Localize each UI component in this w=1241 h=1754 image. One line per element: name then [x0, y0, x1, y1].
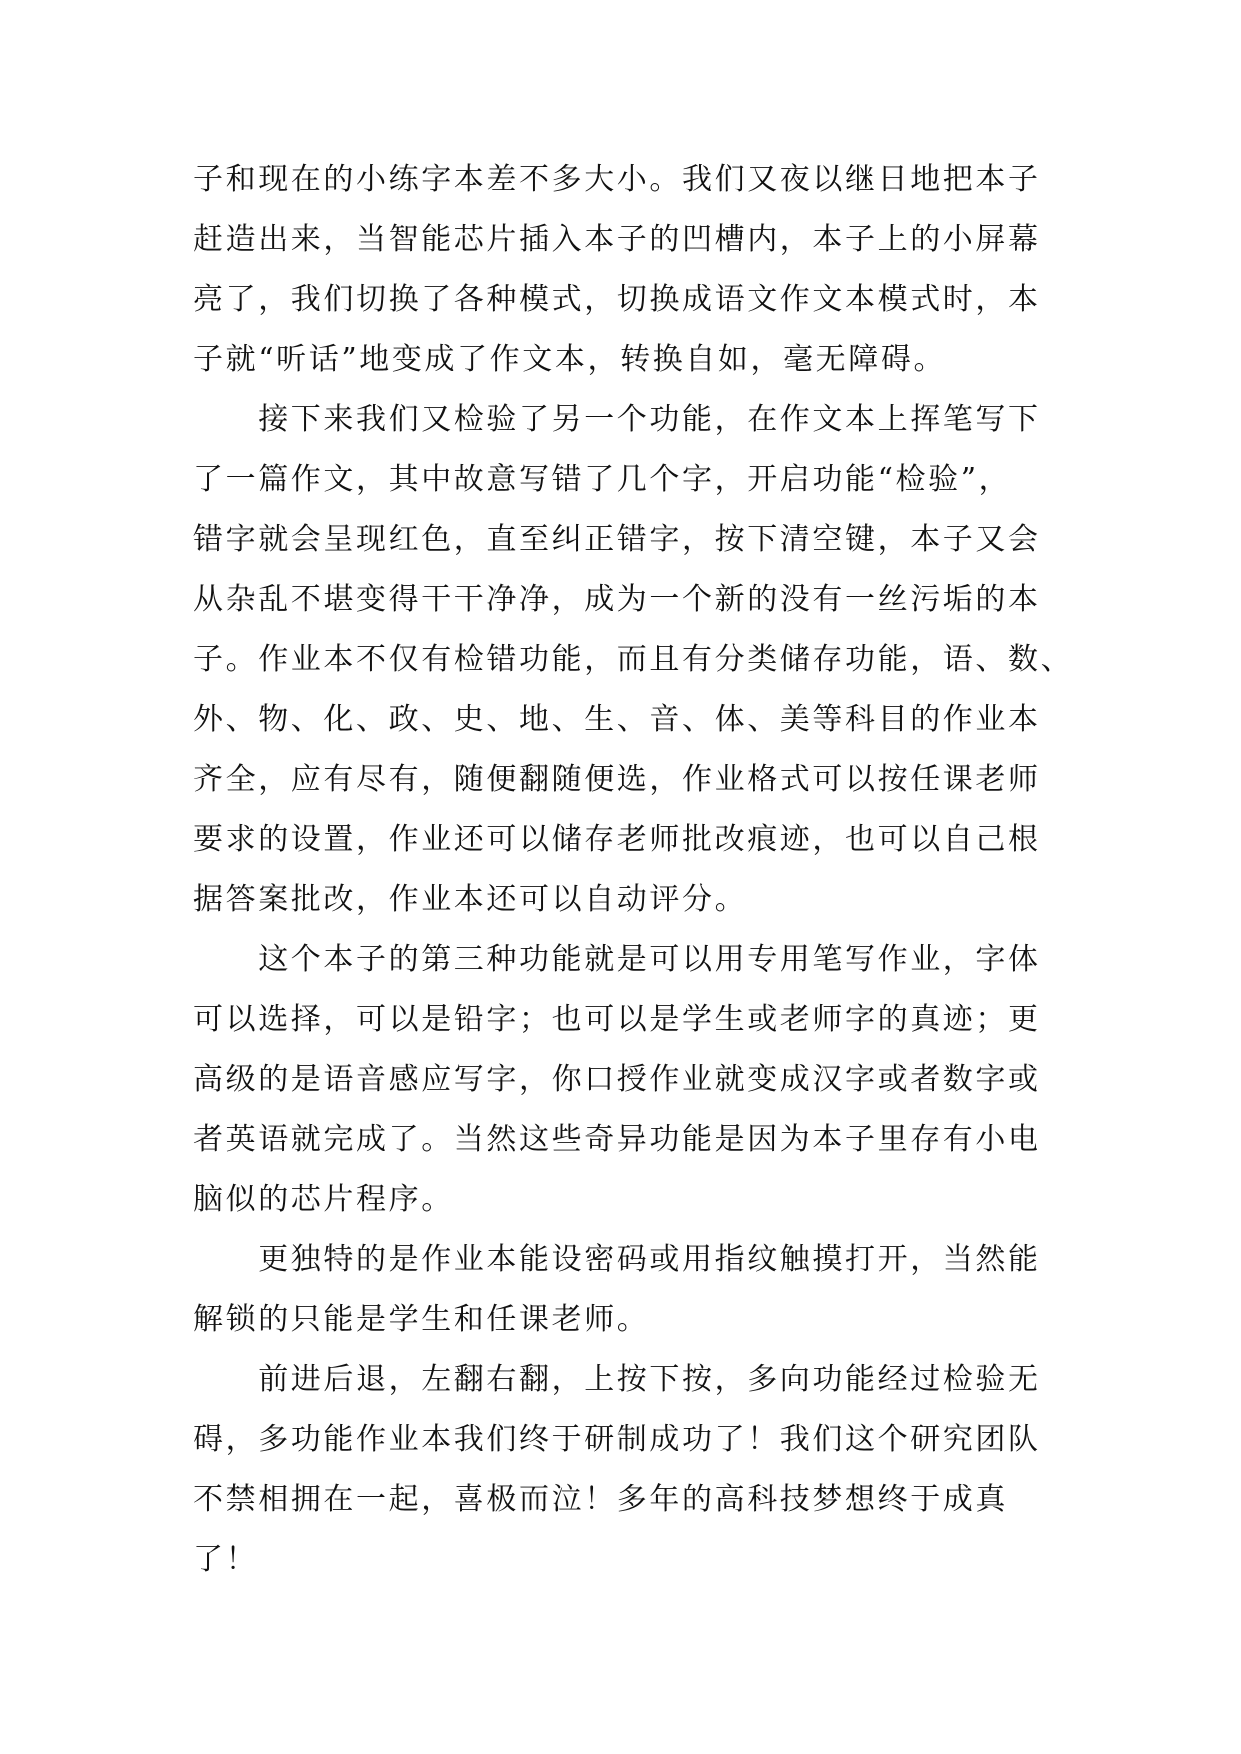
text-line: 了一篇作文，其中故意写错了几个字，开启功能“检验”，: [193, 462, 1012, 497]
text-line: 脑似的芯片程序。: [193, 1182, 454, 1217]
text-line: 前进后退，左翻右翻，上按下按，多向功能经过检验无: [193, 1362, 1041, 1397]
body-text: [193, 150, 1074, 1590]
text-line: 可以选择，可以是铅字；也可以是学生或老师字的真迹；更: [193, 1002, 1041, 1037]
text-line: 子。作业本不仅有检错功能，而且有分类储存功能，语、数、: [193, 642, 1074, 677]
text-line: 解锁的只能是学生和任课老师。: [193, 1302, 650, 1337]
text-line: 接下来我们又检验了另一个功能，在作文本上挥笔写下: [193, 402, 1041, 437]
text-line: 这个本子的第三种功能就是可以用专用笔写作业，字体: [193, 942, 1041, 977]
text-line: 更独特的是作业本能设密码或用指纹触摸打开，当然能: [193, 1242, 1041, 1277]
text-line: 子和现在的小练字本差不多大小。我们又夜以继日地把本子: [193, 162, 1041, 197]
text-line: 齐全，应有尽有，随便翻随便选，作业格式可以按任课老师: [193, 762, 1041, 797]
text-line: 外、物、化、政、史、地、生、音、体、美等科目的作业本: [193, 702, 1041, 737]
text-line: 者英语就完成了。当然这些奇异功能是因为本子里存有小电: [193, 1122, 1041, 1157]
text-line: 了！: [193, 1542, 259, 1577]
text-line: 赶造出来，当智能芯片插入本子的凹槽内，本子上的小屏幕: [193, 222, 1041, 257]
text-line: 高级的是语音感应写字，你口授作业就变成汉字或者数字或: [193, 1062, 1041, 1097]
text-line: 子就“听话”地变成了作文本，转换自如，毫无障碍。: [193, 342, 947, 377]
text-line: 错字就会呈现红色，直至纠正错字，按下清空键，本子又会: [193, 522, 1041, 557]
text-line: 从杂乱不堪变得干干净净，成为一个新的没有一丝污垢的本: [193, 582, 1041, 617]
text-line: 据答案批改，作业本还可以自动评分。: [193, 882, 748, 917]
text-line: 碍，多功能作业本我们终于研制成功了！我们这个研究团队: [193, 1422, 1041, 1457]
text-line: 要求的设置，作业还可以储存老师批改痕迹，也可以自己根: [193, 822, 1041, 857]
text-line: 不禁相拥在一起，喜极而泣！多年的高科技梦想终于成真: [193, 1482, 1008, 1517]
text-line: 亮了，我们切换了各种模式，切换成语文作文本模式时，本: [193, 282, 1041, 317]
